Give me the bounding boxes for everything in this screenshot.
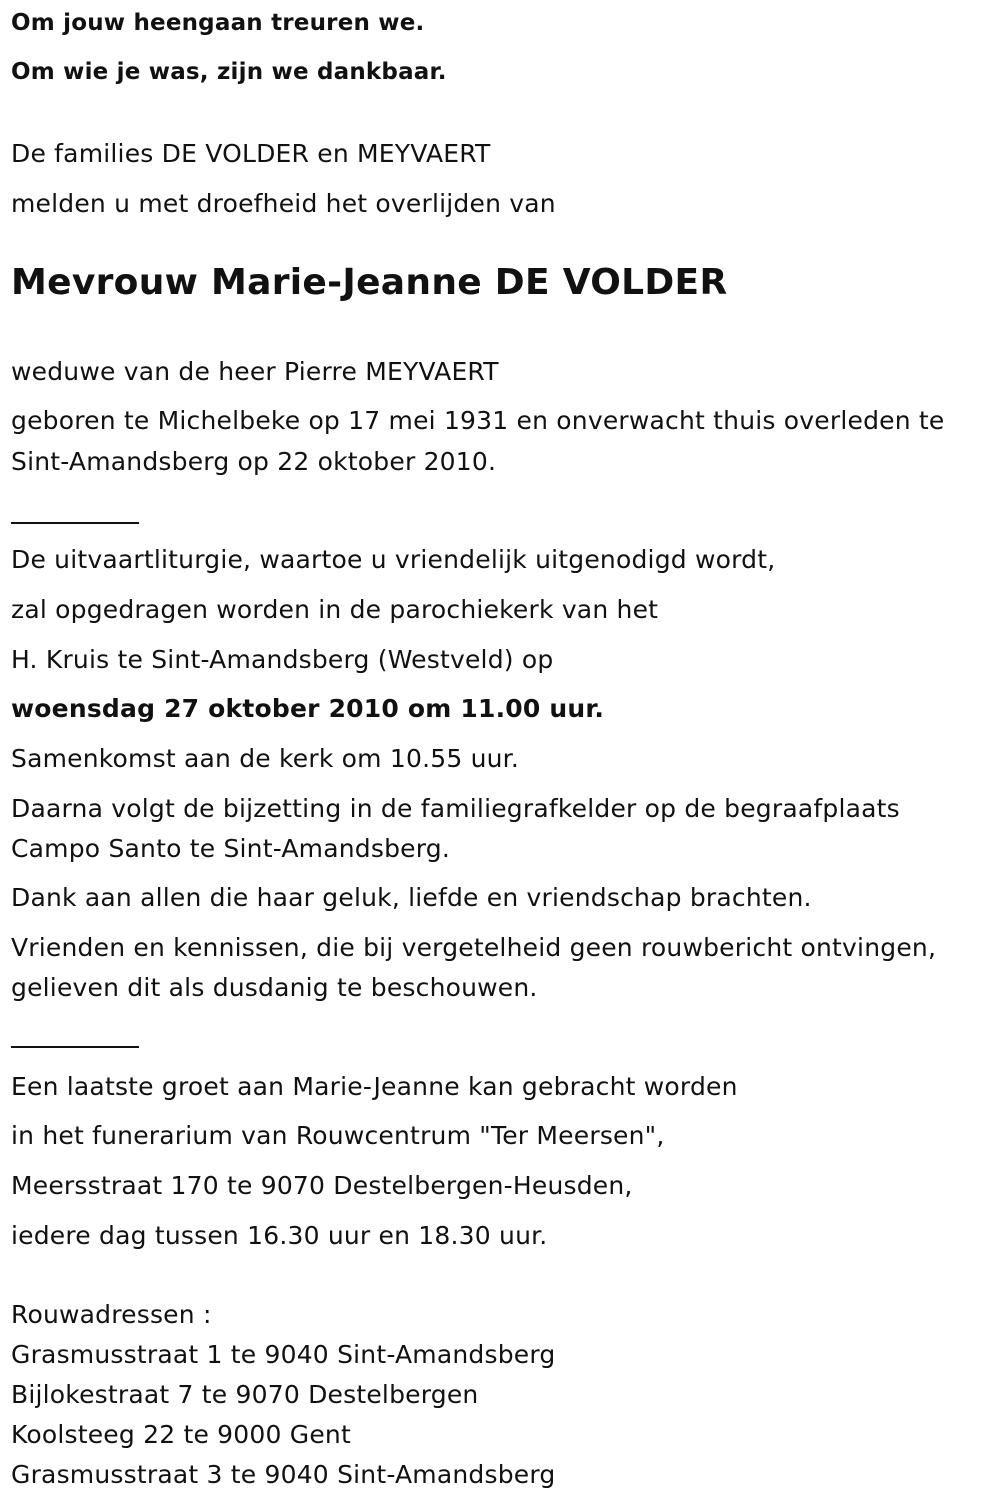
burial-line-1: Daarna volgt de bijzetting in de familiegrafkelder op de begraafplaats xyxy=(11,794,900,823)
visitation-line-2: in het funerarium van Rouwcentrum "Ter Meersen", xyxy=(11,1121,665,1150)
birth-death-line-1: geboren te Michelbeke op 17 mei 1931 en onverwacht thuis overleden te xyxy=(11,406,945,435)
motto-line-2: Om wie je was, zijn we dankbaar. xyxy=(11,59,447,85)
birth-death-line-2: Sint-Amandsberg op 22 oktober 2010. xyxy=(11,447,497,476)
address-item: Grasmusstraat 3 te 9040 Sint-Amandsberg xyxy=(11,1460,556,1489)
divider-2 xyxy=(11,1046,139,1048)
divider-1 xyxy=(11,522,139,524)
notice-line-1: Vrienden en kennissen, die bij vergetelheid geen rouwbericht ontvingen, xyxy=(11,933,937,962)
address-item: Bijlokestraat 7 te 9070 Destelbergen xyxy=(11,1380,479,1409)
notice-line-2: gelieven dit als dusdanig te beschouwen. xyxy=(11,973,538,1002)
deceased-name: Mevrouw Marie-Jeanne DE VOLDER xyxy=(11,262,728,303)
intro-families: De families DE VOLDER en MEYVAERT xyxy=(11,139,491,168)
ceremony-line-3: H. Kruis te Sint-Amandsberg (Westveld) op xyxy=(11,645,554,674)
address-item: Grasmusstraat 1 te 9040 Sint-Amandsberg xyxy=(11,1340,556,1369)
address-item: Koolsteeg 22 te 9000 Gent xyxy=(11,1420,351,1449)
motto-line-1: Om jouw heengaan treuren we. xyxy=(11,10,425,36)
intro-announcement: melden u met droefheid het overlijden van xyxy=(11,189,556,218)
visitation-line-3: Meersstraat 170 te 9070 Destelbergen-Heusden, xyxy=(11,1171,633,1200)
visitation-line-4: iedere dag tussen 16.30 uur en 18.30 uur. xyxy=(11,1221,548,1250)
thanks-line: Dank aan allen die haar geluk, liefde en vriendschap brachten. xyxy=(11,883,812,912)
gathering-line: Samenkomst aan de kerk om 10.55 uur. xyxy=(11,744,520,773)
widow-line: weduwe van de heer Pierre MEYVAERT xyxy=(11,357,499,386)
addresses-heading: Rouwadressen : xyxy=(11,1300,212,1329)
visitation-line-1: Een laatste groet aan Marie-Jeanne kan gebracht worden xyxy=(11,1072,738,1101)
ceremony-line-1: De uitvaartliturgie, waartoe u vriendelijk uitgenodigd wordt, xyxy=(11,545,776,574)
ceremony-date-time: woensdag 27 oktober 2010 om 11.00 uur. xyxy=(11,694,605,723)
burial-line-2: Campo Santo te Sint-Amandsberg. xyxy=(11,834,451,863)
ceremony-line-2: zal opgedragen worden in de parochiekerk van het xyxy=(11,595,659,624)
